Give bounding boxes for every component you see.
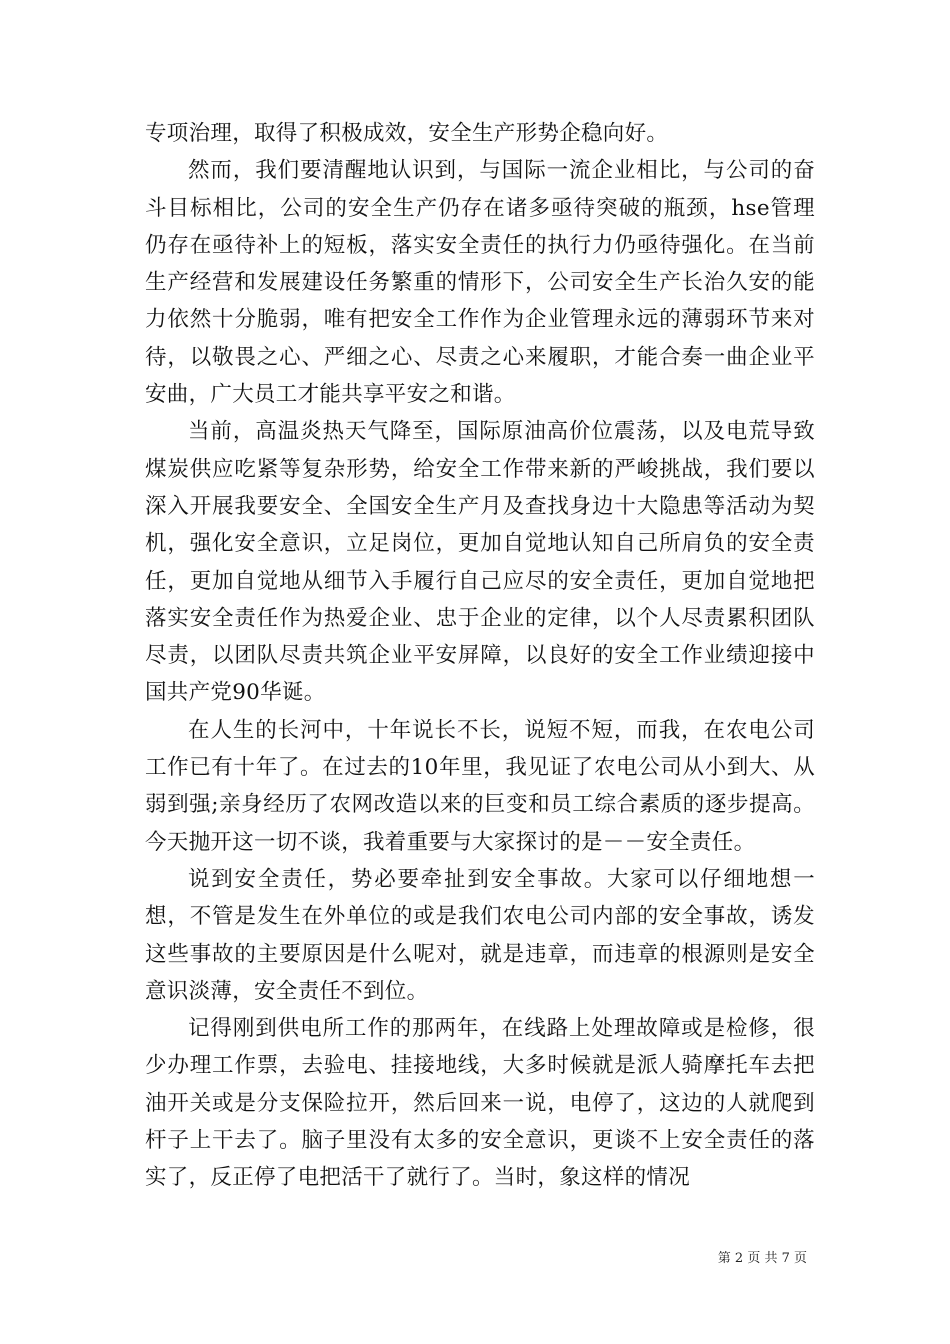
paragraph: 记得刚到供电所工作的那两年，在线路上处理故障或是检修，很少办理工作票，去验电、挂接地线，大多时候就是派人骑摩托车去把油开关或是分支保险拉开，然后回来一说，电停了，这边的人就爬到杆子上干去了。脑子里没有太多的安全意识，更谈不上安全责任的落实了，反正停了电把活干了就行了。当时，象这样的情况	[145, 1016, 815, 1191]
paragraph: 当前，高温炎热天气降至，国际原油高价位震荡，以及电荒导致煤炭供应吃紧等复杂形势，给安全工作带来新的严峻挑战，我们要以深入开展我要安全、全国安全生产月及查找身边十大隐患等活动为契机，强化安全意识，立足岗位，更加自觉地认知自己所肩负的安全责任，更加自觉地从细节入手履行自己应尽的安全责任，更加自觉地把落实安全责任作为热爱企业、忠于企业的定律，以个人尽责累积团队尽责，以团队尽责共筑企业平安屏障，以良好的安全工作业绩迎接中国共产党90华诞。	[145, 419, 815, 706]
paragraph-continuation: 专项治理，取得了积极成效，安全生产形势企稳向好。	[145, 121, 669, 146]
page-number: 第 2 页 共 7 页	[717, 1251, 807, 1266]
paragraph: 在人生的长河中，十年说长不长，说短不短，而我，在农电公司工作已有十年了。在过去的10年里，我见证了农电公司从小到大、从弱到强;亲身经历了农网改造以来的巨变和员工综合素质的逐步提高。今天抛开这一切不谈，我着重要与大家探讨的是－－安全责任。	[145, 717, 815, 855]
paragraph: 说到安全责任，势必要牵扯到安全事故。大家可以仔细地想一想，不管是发生在外单位的或是我们农电公司内部的安全事故，诱发这些事故的主要原因是什么呢对，就是违章，而违章的根源则是安全意识淡薄，安全责任不到位。	[145, 866, 815, 1004]
paragraph: 然而，我们要清醒地认识到，与国际一流企业相比，与公司的奋斗目标相比，公司的安全生产仍存在诸多亟待突破的瓶颈，hse管理仍存在亟待补上的短板，落实安全责任的执行力仍亟待强化。在当前生产经营和发展建设任务繁重的情形下，公司安全生产长治久安的能力依然十分脆弱，唯有把安全工作作为企业管理永远的薄弱环节来对待，以敬畏之心、严细之心、尽责之心来履职，才能合奏一曲企业平安曲，广大员工才能共享平安之和谐。	[145, 158, 815, 408]
document-body	[145, 115, 815, 1197]
